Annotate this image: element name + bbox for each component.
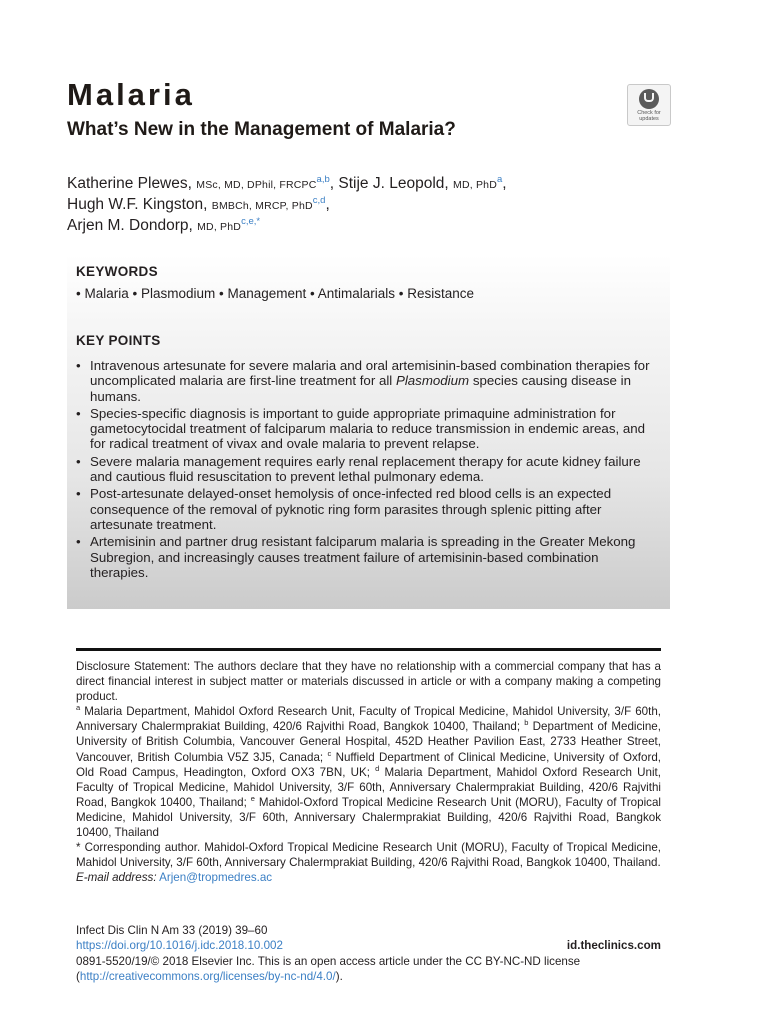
footnote-divider xyxy=(76,648,661,651)
key-point-item: • Severe malaria management requires early renal replacement therapy for acute kidney failure and cautious fluid resuscitation to prevent lethal pulmonary edema. xyxy=(76,454,660,485)
section-title: Malaria xyxy=(67,77,195,112)
keywords-heading: KEYWORDS xyxy=(76,264,158,279)
article-title: What’s New in the Management of Malaria? xyxy=(67,119,456,140)
email-link[interactable]: Arjen@tropmedres.ac xyxy=(159,871,273,885)
author-degrees: MSc, MD, DPhil, FRCPC xyxy=(196,179,317,191)
footnotes xyxy=(76,659,661,885)
email-line xyxy=(76,870,661,885)
keypoints-box xyxy=(67,255,670,609)
author-line xyxy=(67,216,507,237)
author-list xyxy=(67,174,507,237)
author-name: Katherine Plewes, xyxy=(67,175,192,192)
badge-line2: updates xyxy=(639,116,659,122)
page-footer xyxy=(76,923,661,985)
author-separator: , xyxy=(325,196,330,213)
affiliations: $^a$ Malaria Department, Mahidol Oxford Research Unit, Faculty of Tropical Medicine, Mahidol University, 3/F 60th, Anniversary Chalermprakiat Building, 420/6 Rajvithi Road, Bangkok 10400, Thailand; $^b$ Department of Medicine, University of British Columbia, Vancouver General Hospital, 452D Heather Pavilion East, 2733 Heather Street, Vancouver, British Columbia V5Z 3J5, Canada; $^c$ Nuffield Department of Clinical Medicine, University of Oxford, Old Road Campus, Headington, Oxford OX3 7BN, UK; $^d$ Malaria Department, Mahidol Oxford Research Unit, Faculty of Tropical Medicine, Mahidol University, 3/F 60th, Anniversary Chalermprakiat Building, 420/6 Rajvithi Road, Bangkok 10400, Thailand; $^e$ Mahidol-Oxford Tropical Medicine Research Unit (MORU), Faculty of Tropical Medicine, Mahidol University, 3/F 60th, Anniversary Chalermprakiat Building, 420/6 Rajvithi Road, Bangkok 10400, Thailand xyxy=(76,703,661,840)
key-point-item: • Intravenous artesunate for severe malaria and oral artemisinin-based combination therapies for uncomplicated malaria are first-line treatment for all Plasmodium species causing disease in humans. xyxy=(76,358,660,404)
disclosure-statement: Disclosure Statement: The authors declare that they have no relationship with a commercial company that has a direct financial interest in subject matter or materials discussed in article or with a company making a competing product. xyxy=(76,660,661,704)
author-affiliation[interactable]: a,b xyxy=(316,174,330,185)
author-degrees: MD, PhD xyxy=(453,179,497,191)
badge-line1: Check for xyxy=(637,110,661,116)
license-link[interactable]: http://creativecommons.org/licenses/by-nc-nd/4.0/ xyxy=(79,970,336,984)
key-point-item: • Species-specific diagnosis is important to guide appropriate primaquine administration for gametocytocidal treatment of falciparum malaria to reduce transmission in endemic areas, and for radical treatment of vivax and ovale malaria to prevent relapse. xyxy=(76,406,660,452)
author-name: Stije J. Leopold, xyxy=(338,175,449,192)
license-statement: 0891-5520/19/© 2018 Elsevier Inc. This is an open access article under the CC BY-NC-ND license xyxy=(76,954,581,968)
author-separator: , xyxy=(502,175,507,192)
author-degrees: MD, PhD xyxy=(197,221,242,233)
author-line xyxy=(67,195,507,216)
author-affiliation[interactable]: c,e,* xyxy=(241,216,261,227)
author-affiliation[interactable]: a xyxy=(497,174,503,185)
check-for-updates-badge[interactable] xyxy=(627,84,671,126)
key-points-list xyxy=(76,358,660,582)
author-name: Arjen M. Dondorp, xyxy=(67,217,193,234)
author-name: Hugh W.F. Kingston, xyxy=(67,196,208,213)
key-point-item: • Artemisinin and partner drug resistant falciparum malaria is spreading in the Greater Mekong Subregion, and increasingly causes treatment failure of artemisinin-based combination therapies. xyxy=(76,534,660,580)
author-degrees: BMBCh, MRCP, PhD xyxy=(211,200,313,212)
license-url-line: (http://creativecommons.org/licenses/by-nc-nd/4.0/). xyxy=(76,970,343,984)
bookmark-icon xyxy=(639,89,659,109)
email-label: E-mail address: xyxy=(76,871,157,885)
author-separator: , xyxy=(329,175,335,192)
author-line xyxy=(67,174,507,195)
corresponding-author: * Corresponding author. Mahidol-Oxford Tropical Medicine Research Unit (MORU), Faculty of Tropical Medicine, Mahidol University, 3/F 60th, Anniversary Chalermprakiat Building, 420/6 Rajvithi Road, Bangkok 10400, Thailand. xyxy=(76,841,661,870)
journal-citation: Infect Dis Clin N Am 33 (2019) 39–60 xyxy=(76,924,268,937)
keywords-list: • Malaria • Plasmodium • Management • Antimalarials • Resistance xyxy=(76,286,475,301)
key-points-heading: KEY POINTS xyxy=(76,333,161,348)
author-affiliation[interactable]: c,d xyxy=(312,195,326,206)
journal-site: id.theclinics.com xyxy=(566,939,661,953)
doi-link[interactable]: https://doi.org/10.1016/j.idc.2018.10.002 xyxy=(76,939,283,953)
key-point-item: • Post-artesunate delayed-onset hemolysis of once-infected red blood cells is an expected consequence of the removal of pyknotic ring form parasites through splenic pitting after artesunate treatment. xyxy=(76,486,660,532)
